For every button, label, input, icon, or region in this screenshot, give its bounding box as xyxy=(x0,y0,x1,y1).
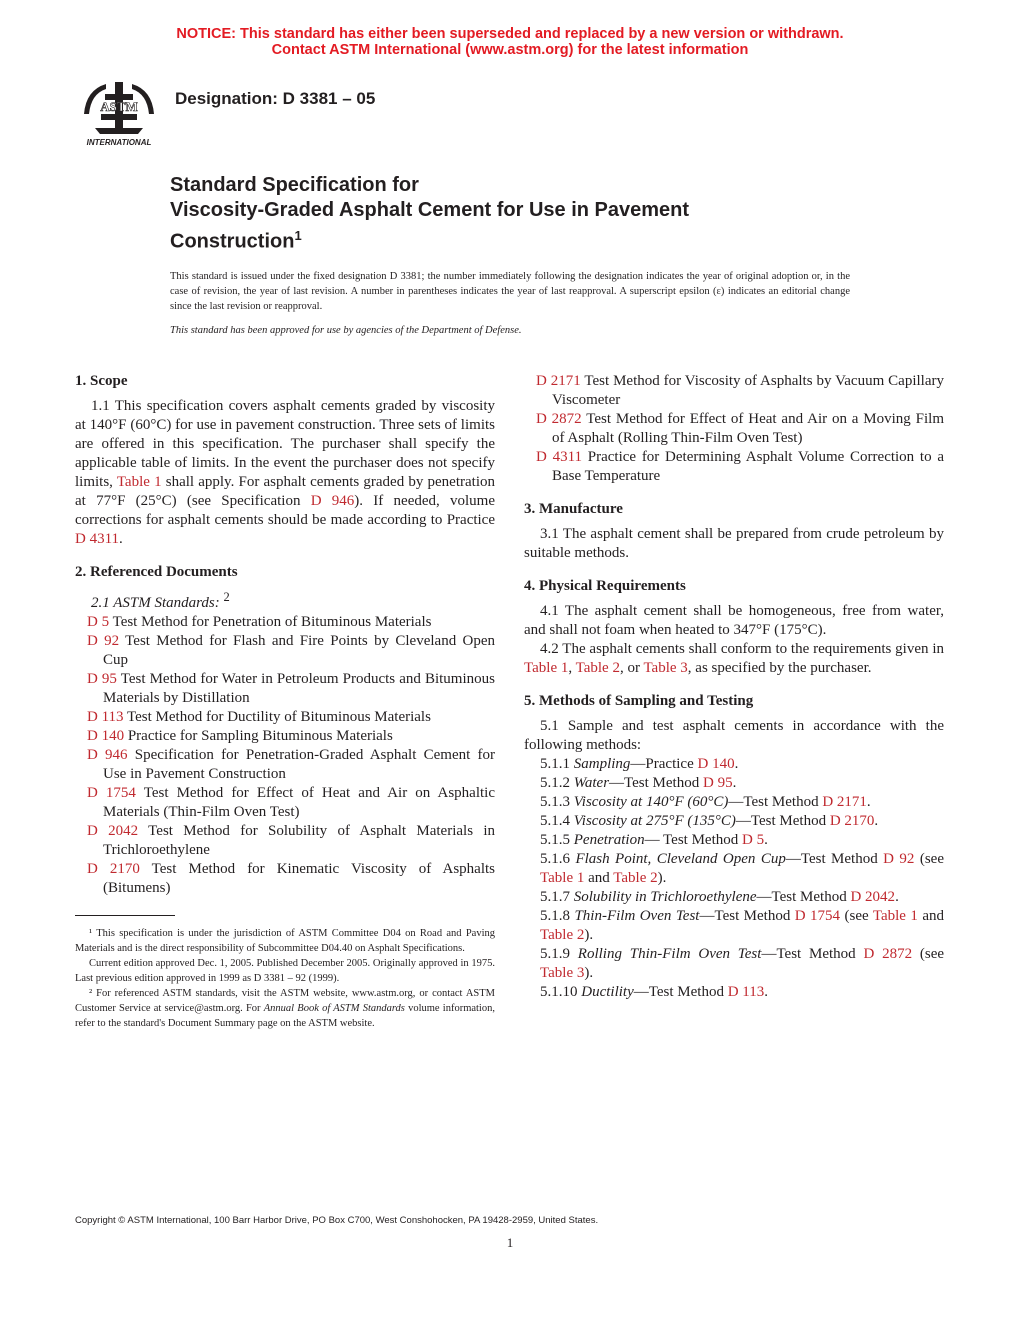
manufacture-paragraph: 3.1 The asphalt cement shall be prepared from crude petroleum by suitable methods. xyxy=(524,526,944,561)
link-ref-code[interactable]: D 946 xyxy=(87,747,128,763)
method-item: 5.1.4 Viscosity at 275°F (135°C)—Test Method D 2170. xyxy=(540,813,879,829)
document-title xyxy=(170,173,689,255)
physical-paragraph-2: 4.2 The asphalt cements shall conform to the requirements given in Table 1, Table 2, or Table 3, as specified by the purchaser. xyxy=(524,641,944,676)
footnote-1: ¹ This specification is under the jurisdiction of ASTM Committee D04 on Road and Paving Materials and is the direct responsibility of Subcommittee D04.40 on Asphalt Specifications. xyxy=(75,928,495,954)
method-item: 5.1.10 Ductility—Test Method D 113. xyxy=(540,984,768,1000)
methods-intro: 5.1 Sample and test asphalt cements in accordance with the following methods: xyxy=(524,718,944,753)
link-table-1[interactable]: Table 1 xyxy=(872,908,918,924)
preliminary-note: This standard is issued under the fixed designation D 3381; the number immediately following the designation indicates the year of original adoption or, in the case of revision, the year of last revision. A number in parentheses indicates the year of last reapproval. A superscript epsilon (ε) indicates an editorial change since the last revision or reapproval. xyxy=(170,271,850,312)
link-d4311[interactable]: D 4311 xyxy=(75,531,120,547)
link-ref-code[interactable]: D 4311 xyxy=(536,449,583,465)
link-ref-code[interactable]: D 1754 xyxy=(87,785,136,801)
link-ref-code[interactable]: D 140 xyxy=(87,728,125,744)
physical-paragraph-1: 4.1 The asphalt cement shall be homogeneous, free from water, and shall not foam when heated to 347°F (175°C). xyxy=(524,603,944,638)
link-table-2[interactable]: Table 2 xyxy=(575,660,620,676)
title-line-3: Construction$^1$ xyxy=(170,228,302,253)
link-method-code[interactable]: D 113 xyxy=(727,984,765,1000)
link-ref-code[interactable]: D 2170 xyxy=(87,861,140,877)
ref-item: D 95 Test Method for Water in Petroleum Products and Bituminous Materials by Distillation xyxy=(87,671,495,706)
link-method-code[interactable]: D 95 xyxy=(702,775,733,791)
link-table-1[interactable]: Table 1 xyxy=(116,474,162,490)
scope-paragraph: 1.1 This specification covers asphalt cements graded by viscosity at 140°F (60°C) for use in pavement construction. Three sets of limits are offered in this specification. The purchaser shall specify the applicable table of limits. In the event the purchaser does not specify limits, Table 1 shall apply. For asphalt cements graded by penetration at 77°F (25°C) (see Specification D 946). If needed, volume corrections for asphalt cements should be made according to Practice D 4311. xyxy=(75,398,495,547)
method-item: 5.1.9 Rolling Thin-Film Oven Test—Test Method D 2872 (see Table 3). xyxy=(540,946,945,981)
link-table-1[interactable]: Table 1 xyxy=(524,660,569,676)
astm-logo xyxy=(78,76,160,148)
ref-item: D 1754 Test Method for Effect of Heat and Air on Asphaltic Materials (Thin-Film Oven Test) xyxy=(87,785,495,820)
notice-line-1: NOTICE: This standard has either been superseded and replaced by a new version or withdrawn. xyxy=(176,26,844,42)
title-line-1: Standard Specification for xyxy=(170,174,419,196)
link-d946[interactable]: D 946 xyxy=(310,493,355,509)
ref-item: D 92 Test Method for Flash and Fire Points by Cleveland Open Cup xyxy=(87,633,495,668)
logo-subtext: INTERNATIONAL xyxy=(86,138,152,147)
footnotes xyxy=(75,926,495,1031)
footnote-divider xyxy=(75,915,175,916)
title-footnote-mark: 1 xyxy=(294,228,302,243)
notice-line-2: Contact ASTM International (www.astm.org) for the latest information xyxy=(271,42,749,58)
section-heading-scope: 1. Scope xyxy=(75,373,128,389)
link-table-3[interactable]: Table 3 xyxy=(643,660,688,676)
right-column xyxy=(524,372,944,1002)
link-method-code[interactable]: D 140 xyxy=(697,756,735,772)
ref-item: D 113 Test Method for Ductility of Bituminous Materials xyxy=(87,709,431,725)
section-heading-physical: 4. Physical Requirements xyxy=(524,578,686,594)
ref-item: D 5 Test Method for Penetration of Bituminous Materials xyxy=(87,614,432,630)
ref-item: D 946 Specification for Penetration-Graded Asphalt Cement for Use in Pavement Construction xyxy=(87,747,495,782)
approved-note: This standard has been approved for use by agencies of the Department of Defense. xyxy=(170,325,522,336)
link-method-code[interactable]: D 2872 xyxy=(863,946,913,962)
link-method-code[interactable]: D 2042 xyxy=(850,889,896,905)
method-item: 5.1.8 Thin-Film Oven Test—Test Method D 1754 (see Table 1 and Table 2). xyxy=(540,908,944,943)
link-ref-code[interactable]: D 2171 xyxy=(536,373,581,389)
ref-item: D 2872 Test Method for Effect of Heat and Air on a Moving Film of Asphalt (Rolling Thin-Film Oven Test) xyxy=(536,411,944,446)
page-number: 1 xyxy=(506,1235,514,1250)
link-table-2[interactable]: Table 2 xyxy=(540,927,585,943)
left-column xyxy=(75,372,495,898)
link-table-3[interactable]: Table 3 xyxy=(540,965,585,981)
title-line-2: Viscosity-Graded Asphalt Cement for Use in Pavement xyxy=(170,199,690,221)
ref-item: D 2042 Test Method for Solubility of Asphalt Materials in Trichloroethylene xyxy=(87,823,495,858)
section-heading-refdocs: 2. Referenced Documents xyxy=(75,564,238,580)
ref-item: D 2170 Test Method for Kinematic Viscosity of Asphalts (Bitumens) xyxy=(87,861,495,896)
method-item: 5.1.6 Flash Point, Cleveland Open Cup—Test Method D 92 (see Table 1 and Table 2). xyxy=(540,851,944,886)
link-method-code[interactable]: D 5 xyxy=(742,832,765,848)
link-method-code[interactable]: D 1754 xyxy=(794,908,841,924)
link-ref-code[interactable]: D 92 xyxy=(87,633,120,649)
footnote-2: ² For referenced ASTM standards, visit the ASTM website, www.astm.org, or contact ASTM Customer Service at service@astm.org. For Annual Book of ASTM Standards volume information, refer to the standard's Document Summary page on the ASTM website. xyxy=(75,988,495,1029)
copyright: Copyright © ASTM International, 100 Barr Harbor Drive, PO Box C700, West Conshohocken, PA 19428-2959, United States. xyxy=(75,1215,599,1226)
section-heading-methods: 5. Methods of Sampling and Testing xyxy=(524,693,754,709)
link-ref-code[interactable]: D 95 xyxy=(87,671,117,687)
ref-item: D 140 Practice for Sampling Bituminous Materials xyxy=(87,728,393,744)
refdocs-intro: 2.1 ASTM Standards: $^2$ xyxy=(91,590,230,611)
section-heading-manufacture: 3. Manufacture xyxy=(524,501,623,517)
link-table-1[interactable]: Table 1 xyxy=(540,870,585,886)
method-item: 5.1.5 Penetration— Test Method D 5. xyxy=(540,832,768,848)
method-item: 5.1.7 Solubility in Trichloroethylene—Test Method D 2042. xyxy=(540,889,899,905)
link-method-code[interactable]: D 92 xyxy=(883,851,915,867)
ref-item: D 4311 Practice for Determining Asphalt Volume Correction to a Base Temperature xyxy=(536,449,944,484)
link-ref-code[interactable]: D 2042 xyxy=(87,823,139,839)
ref-item: D 2171 Test Method for Viscosity of Asphalts by Vacuum Capillary Viscometer xyxy=(536,373,944,408)
link-ref-code[interactable]: D 2872 xyxy=(536,411,582,427)
logo-text: ASTM xyxy=(100,99,138,114)
link-ref-code[interactable]: D 113 xyxy=(87,709,124,725)
method-item: 5.1.1 Sampling—Practice D 140. xyxy=(540,756,739,772)
designation: Designation: D 3381 – 05 xyxy=(175,89,376,108)
footnote-1b: Current edition approved Dec. 1, 2005. Published December 2005. Originally approved in 1975. Last previous edition approved in 1999 as D 3381 – 92 (1999). xyxy=(75,958,495,984)
link-table-2[interactable]: Table 2 xyxy=(613,870,658,886)
link-method-code[interactable]: D 2170 xyxy=(829,813,875,829)
link-ref-code[interactable]: D 5 xyxy=(87,614,110,630)
method-item: 5.1.2 Water—Test Method D 95. xyxy=(540,775,737,791)
link-method-code[interactable]: D 2171 xyxy=(822,794,867,810)
method-item: 5.1.3 Viscosity at 140°F (60°C)—Test Method D 2171. xyxy=(540,794,871,810)
